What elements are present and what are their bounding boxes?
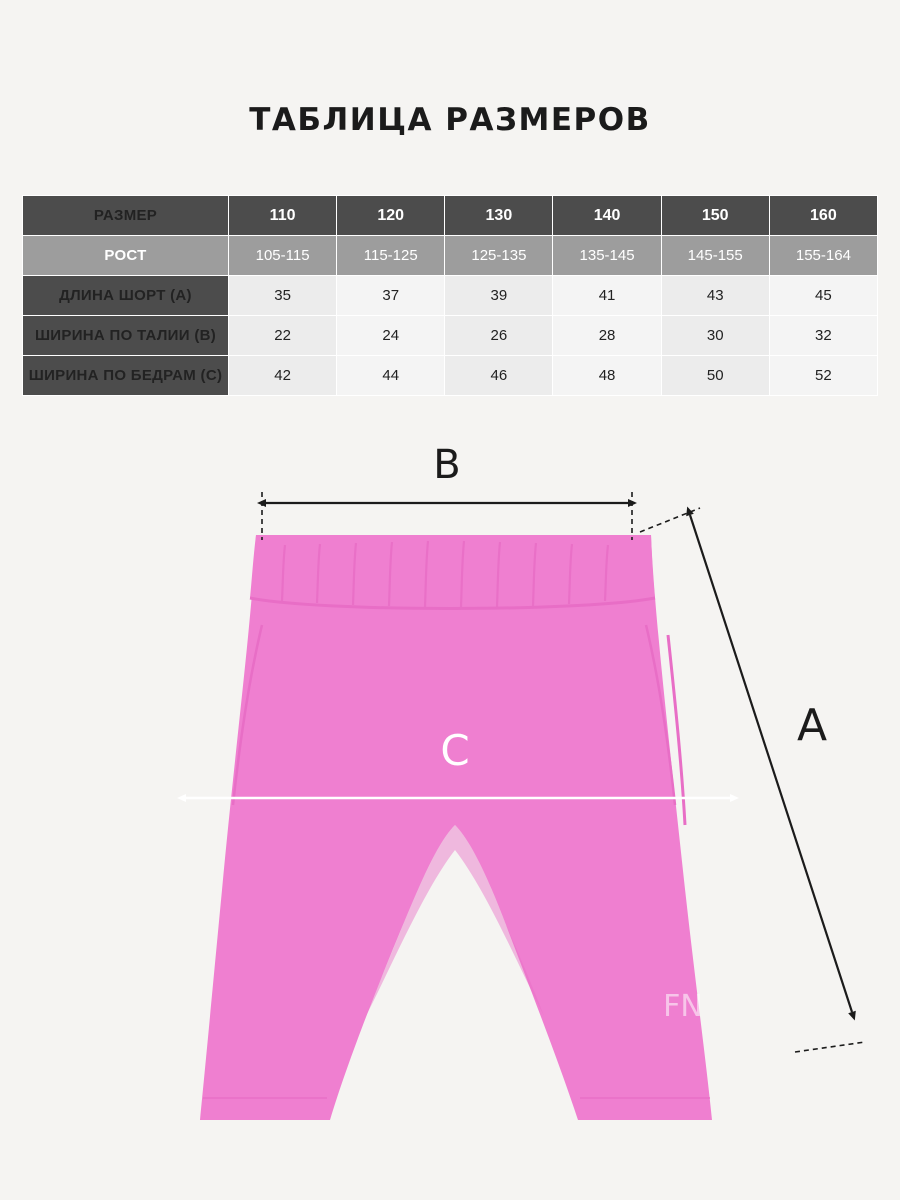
table-col-header-110: 110 bbox=[229, 196, 337, 236]
table-cell: 44 bbox=[337, 356, 445, 396]
size-table bbox=[22, 195, 878, 396]
table-cell: 46 bbox=[445, 356, 553, 396]
table-col-header-120: 120 bbox=[337, 196, 445, 236]
table-cell: 30 bbox=[661, 316, 769, 356]
table-cell: 48 bbox=[553, 356, 661, 396]
table-row bbox=[23, 276, 878, 316]
table-cell: 145-155 bbox=[661, 236, 769, 276]
table-cell: 28 bbox=[553, 316, 661, 356]
table-cell: 26 bbox=[445, 316, 553, 356]
table-cell: 50 bbox=[661, 356, 769, 396]
table-cell: 43 bbox=[661, 276, 769, 316]
table-cell: 155-164 bbox=[769, 236, 877, 276]
table-cell: 41 bbox=[553, 276, 661, 316]
table-cell: 105-115 bbox=[229, 236, 337, 276]
shorts-waistband bbox=[250, 535, 655, 598]
measure-c-label: C bbox=[440, 726, 470, 775]
table-col-header-160: 160 bbox=[769, 196, 877, 236]
table-cell: 22 bbox=[229, 316, 337, 356]
table-row-header-height: РОСТ bbox=[23, 236, 229, 276]
table-cell: 135-145 bbox=[553, 236, 661, 276]
shorts-measurement-diagram bbox=[0, 420, 900, 1200]
table-row-header-waist: ШИРИНА ПО ТАЛИИ (B) bbox=[23, 316, 229, 356]
shorts-illustration bbox=[200, 535, 712, 1120]
table-cell: 125-135 bbox=[445, 236, 553, 276]
table-cell: 32 bbox=[769, 316, 877, 356]
brand-mark: FN bbox=[663, 989, 703, 1024]
table-header-row bbox=[23, 196, 878, 236]
table-col-header-150: 150 bbox=[661, 196, 769, 236]
table-col-header-130: 130 bbox=[445, 196, 553, 236]
table-cell: 45 bbox=[769, 276, 877, 316]
table-cell: 37 bbox=[337, 276, 445, 316]
measure-a-label: A bbox=[796, 700, 828, 751]
table-cell: 52 bbox=[769, 356, 877, 396]
measure-a-bottom-guide bbox=[795, 1042, 865, 1052]
table-cell: 35 bbox=[229, 276, 337, 316]
table-col-header-140: 140 bbox=[553, 196, 661, 236]
measure-b-label: B bbox=[433, 442, 461, 488]
table-row-header-hips: ШИРИНА ПО БЕДРАМ (C) bbox=[23, 356, 229, 396]
table-row bbox=[23, 236, 878, 276]
table-row bbox=[23, 356, 878, 396]
measure-b bbox=[262, 442, 632, 540]
measure-a-line bbox=[690, 515, 852, 1012]
table-row bbox=[23, 316, 878, 356]
table-cell: 115-125 bbox=[337, 236, 445, 276]
table-row-header-length: ДЛИНА ШОРТ (A) bbox=[23, 276, 229, 316]
table-cell: 24 bbox=[337, 316, 445, 356]
table-cell: 39 bbox=[445, 276, 553, 316]
table-row-header-size: РАЗМЕР bbox=[23, 196, 229, 236]
table-cell: 42 bbox=[229, 356, 337, 396]
page-title: ТАБЛИЦА РАЗМЕРОВ bbox=[249, 102, 651, 138]
